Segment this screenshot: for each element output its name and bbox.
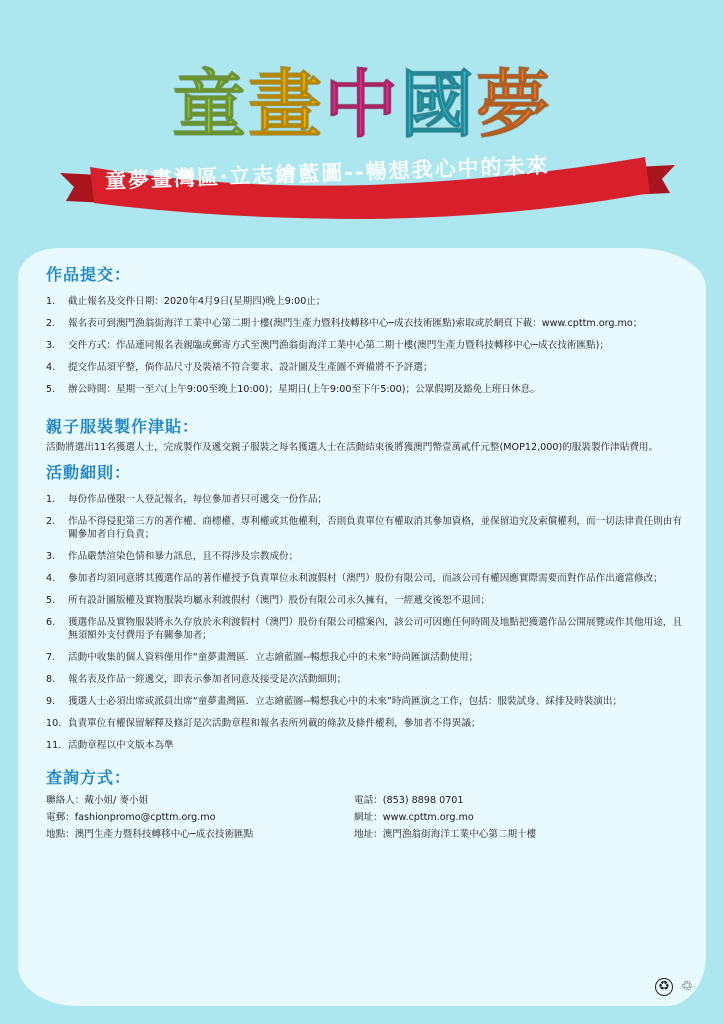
contact-email: 電郵：fashionpromo@cpttm.org.mo: [46, 812, 216, 823]
item-text: 活動章程以中文版本為準: [68, 740, 174, 751]
item-text: 截止報名及交件日期：2020年4月9日(星期四)晚上9:00止；: [68, 296, 326, 307]
list-item: [46, 739, 682, 752]
list-item: [46, 317, 682, 330]
list-item: [46, 651, 682, 664]
list-item: [46, 493, 682, 506]
item-text: 獲選人士必須出席或派員出席“童夢畫灣區．立志繪藍圖--暢想我心中的未來”時尚匯演之工作，包括：服裝試身、綵排及時裝演出；: [68, 696, 623, 707]
list-item: [46, 594, 682, 607]
contact-section: [46, 765, 686, 841]
main-content: [46, 262, 682, 761]
rules-list: [46, 493, 682, 752]
rules-heading: 活動細則：: [46, 463, 132, 482]
item-text: 所有設計圖版權及實物服裝均屬永利渡假村（澳門）股份有限公司永久擁有，一經遞交後恕不退回；: [68, 595, 491, 606]
submission-heading: 作品提交：: [46, 265, 132, 284]
item-number: 6.: [46, 617, 56, 628]
title-char: 夢: [476, 62, 552, 148]
contact-person: 聯絡人：戴小姐/ 麥小姐: [46, 795, 149, 806]
item-text: 負責單位有權保留解釋及修訂是次活動章程和報名表所列載的條款及條件權利，參加者不得異議；: [68, 718, 481, 729]
item-number: 1.: [46, 494, 56, 505]
item-text: 作品不得侵犯第三方的著作權、商標權、專利權或其他權利，否則負責單位有權取消其參加資格，並保留追究及索償權利，而一切法律責任則由有關參加者自行負責；: [68, 516, 682, 540]
contact-phone: 電話：(853) 8898 0701: [354, 795, 464, 806]
item-number: 9.: [46, 696, 56, 707]
item-number: 11.: [46, 740, 62, 751]
item-number: 5.: [46, 384, 56, 395]
item-text: 報名表可到澳門漁翁街海洋工業中心第二期十樓(澳門生產力暨科技轉移中心─成衣技術匯點)索取或於網頁下載：www.cpttm.org.mo；: [68, 318, 643, 329]
list-item: [46, 295, 682, 308]
title-char: 中: [324, 62, 400, 148]
item-number: 4.: [46, 362, 56, 373]
item-text: 作品嚴禁渲染色情和暴力訊息，且不得涉及宗教成份；: [68, 551, 299, 562]
title-char: 畫: [248, 62, 324, 148]
list-item: [46, 616, 682, 642]
list-item: [46, 515, 682, 541]
title-char: 童: [172, 62, 248, 148]
item-text: 參加者均須同意將其獲選作品的著作權授予負責單位永利渡假村（澳門）股份有限公司，而該公司有權因應實際需要而對作品作出適當修改；: [68, 573, 663, 584]
contact-location: 地點：澳門生產力暨科技轉移中心─成衣技術匯點: [46, 829, 254, 840]
list-item: [46, 572, 682, 585]
list-item: [46, 717, 682, 730]
list-item: [46, 361, 682, 374]
item-text: 交件方式：作品連同報名表親臨或郵寄方式至澳門漁翁街海洋工業中心第二期十樓(澳門生產力暨科技轉移中心─成衣技術匯點)；: [68, 340, 609, 351]
list-item: [46, 695, 682, 708]
item-number: 3.: [46, 340, 56, 351]
contact-address: 地址：澳門漁翁街海洋工業中心第二期十樓: [354, 829, 537, 840]
list-item: [46, 673, 682, 686]
item-number: 4.: [46, 573, 56, 584]
contact-heading: 查詢方式：: [46, 768, 132, 787]
recycle-icon: ♲: [681, 979, 693, 994]
banner-slogan: 童夢畫灣區‧立志繪藍圖--暢想我心中的未來: [104, 153, 550, 193]
subsidy-heading: 親子服裝製作津貼：: [46, 417, 200, 436]
item-number: 1.: [46, 296, 56, 307]
recycle-badge-icon: ♻: [655, 978, 673, 996]
list-item: [46, 383, 682, 396]
item-text: 獲選作品及實物服裝將永久存放於永利渡假村（澳門）股份有限公司檔案內，該公司可因應任何時間及地點把獲選作品公開展覽或作其他用途，且無須額外支付費用予有關參加者；: [68, 617, 682, 641]
subsidy-text: 活動將選出11名獲選人士，完成製作及遞交親子服裝之每名獲選人士在活動結束後將獲澳門幣壹萬貳仟元整(MOP12,000)的服裝製作津貼費用。: [46, 442, 659, 453]
item-text: 每份作品僅限一人登記報名，每位參加者只可遞交一份作品；: [68, 494, 328, 505]
item-text: 辦公時間：星期一至六(上午9:00至晚上10:00)；星期日(上午9:00至下午5:00)；公眾假期及豁免上班日休息。: [68, 384, 540, 395]
item-number: 5.: [46, 595, 56, 606]
list-item: [46, 550, 682, 563]
item-number: 3.: [46, 551, 56, 562]
item-text: 活動中收集的個人資料僅用作“童夢畫灣區．立志繪藍圖--暢想我心中的未來”時尚匯演活動使用；: [68, 652, 479, 663]
item-text: 報名表及作品一經遞交，即表示參加者同意及接受是次活動細則；: [68, 674, 347, 685]
item-number: 10.: [46, 718, 62, 729]
title-char: 國: [400, 62, 476, 148]
contact-website: 網址：www.cpttm.org.mo: [354, 812, 474, 823]
item-number: 2.: [46, 516, 56, 527]
item-number: 2.: [46, 318, 56, 329]
footer-icons: [655, 975, 715, 997]
page-title: [0, 60, 724, 150]
item-text: 提交作品須平整，倘作品尺寸及裝裱不符合要求、設計圖及生產圖不齊備將不予評選；: [68, 362, 433, 373]
contact-grid: [46, 794, 686, 841]
item-number: 7.: [46, 652, 56, 663]
item-number: 8.: [46, 674, 56, 685]
submission-list: [46, 295, 682, 396]
list-item: [46, 339, 682, 352]
